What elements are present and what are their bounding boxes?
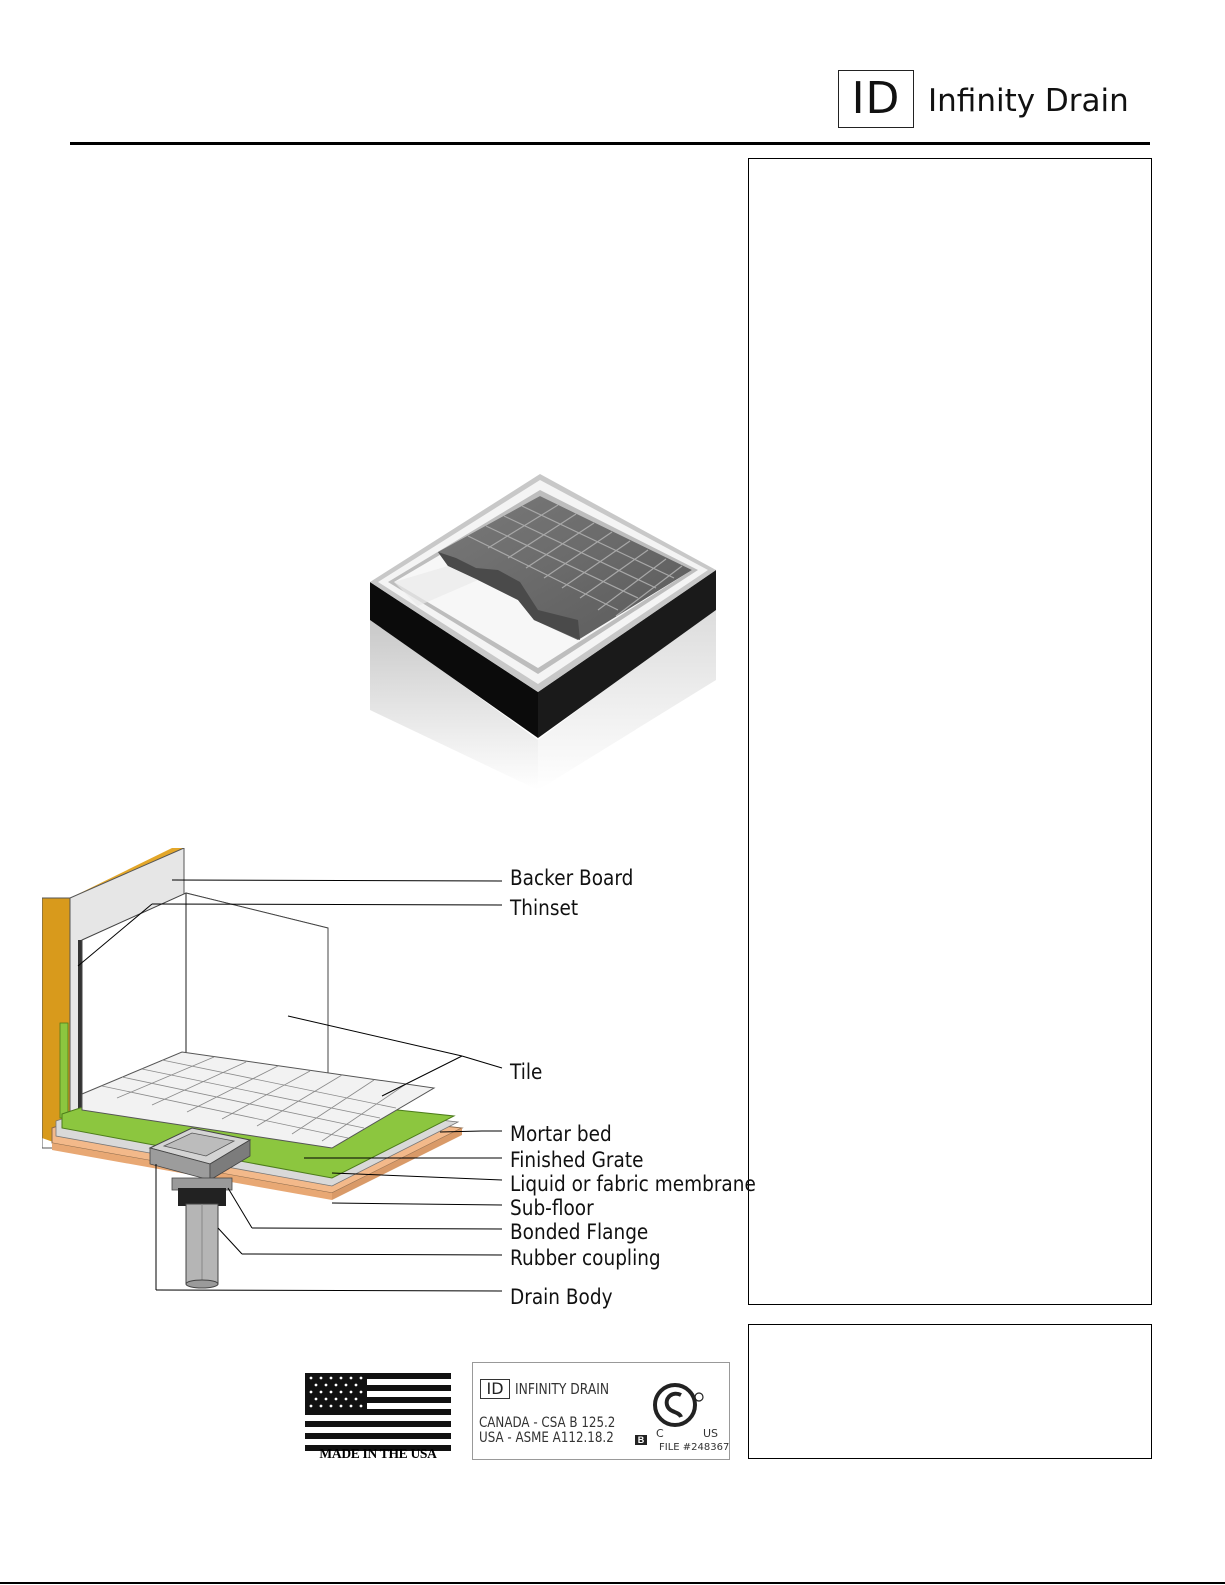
- cert-class-letter: B: [635, 1435, 647, 1445]
- specification-panel: [748, 158, 1152, 1305]
- cert-logo-mark: ID: [480, 1379, 510, 1399]
- logo-mark-text: ID: [851, 73, 901, 124]
- callout-tile: Tile: [510, 1060, 543, 1084]
- callout-finished-grate: Finished Grate: [510, 1148, 644, 1172]
- cert-canada-standard: CANADA - CSA B 125.2: [479, 1415, 616, 1431]
- callout-backer-board: Backer Board: [510, 866, 634, 890]
- product-render-image: [348, 470, 726, 790]
- callout-membrane: Liquid or fabric membrane: [510, 1172, 756, 1196]
- brand-name: Infinity Drain: [928, 83, 1129, 119]
- cert-brand-name: INFINITY DRAIN: [515, 1380, 610, 1398]
- notes-panel: [748, 1324, 1152, 1459]
- cert-file-number: FILE #248367: [659, 1442, 730, 1453]
- brand-logo-mark: [838, 70, 914, 128]
- cert-us-mark: US: [703, 1427, 719, 1440]
- callout-drain-body: Drain Body: [510, 1285, 613, 1309]
- callout-sub-floor: Sub-floor: [510, 1196, 594, 1220]
- footer-divider: [0, 1582, 1225, 1584]
- cert-usa-standard: USA - ASME A112.18.2: [479, 1430, 614, 1446]
- rubber-coupling: [178, 1188, 226, 1206]
- callout-bonded-flange: Bonded Flange: [510, 1220, 649, 1244]
- header-divider: [70, 142, 1150, 145]
- callout-rubber-coupling: Rubber coupling: [510, 1246, 661, 1270]
- cert-c-mark: C: [656, 1427, 664, 1440]
- certification-badge: [472, 1362, 730, 1460]
- callout-thinset: Thinset: [510, 896, 579, 920]
- made-in-usa-caption: MADE IN THE USA: [319, 1446, 437, 1461]
- callout-mortar-bed: Mortar bed: [510, 1122, 612, 1146]
